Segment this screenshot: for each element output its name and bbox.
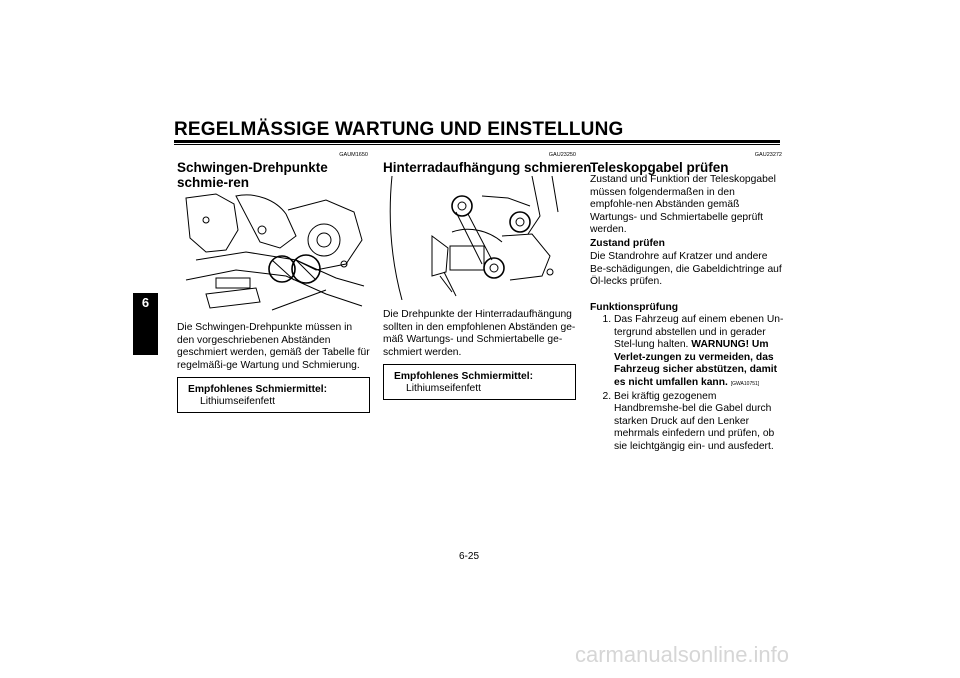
subheading-condition: Zustand prüfen (590, 238, 665, 249)
header-rule-thin (174, 144, 780, 145)
condition-text: Die Standrohre auf Kratzer und andere Be-schädigungen, die Gabeldichtringe auf Öl-lecks prüfen. (590, 251, 782, 288)
lubricant-box (177, 377, 370, 413)
section-intro: Zustand und Funktion der Teleskopgabel müssen folgendermaßen in den empfohle-nen Abständen gemäß Wartungs- und Schmiertabelle geprüft werden. (590, 174, 776, 236)
warning-code: [GWA10751] (730, 380, 760, 387)
function-steps (590, 314, 784, 454)
lubricant-label: Empfohlenes Schmiermittel: (188, 384, 328, 395)
rear-suspension-illustration (382, 176, 576, 300)
chapter-tab: 6 (133, 293, 158, 355)
swingarm-pivot-illustration (176, 190, 368, 314)
section-body: Die Schwingen-Drehpunkte müssen in den vorgeschriebenen Abständen geschmiert werden, gemäß der Tabelle für regelmäßi-ge Wartung und Schmierung. (177, 322, 370, 371)
lubricant-value: Lithiumseifenfett (200, 396, 275, 407)
warning-text: WARNUNG! Um Verlet-zungen zu vermeiden, das Fahrzeug sicher abstützen, damit es nicht umfallen kann. (614, 339, 778, 388)
step-2: 2. Bei kräftig gezogenem Handbremshe-bel die Gabel durch starken Druck auf den Lenker mehrmals einfedern und prüfen, ob sie leichtgängig ein- und ausfedert. (614, 391, 784, 454)
page-number: 6-25 (459, 551, 480, 562)
watermark: carmanualsonline.info (575, 642, 790, 667)
section-code: GAU23250 (548, 152, 576, 158)
section-body: Die Drehpunkte der Hinterradaufhängung sollten in den empfohlenen Abständen ge-mäß Wartungs- und Schmiertabelle ge-schmiert werden. (383, 309, 576, 358)
section-code: GAUM1650 (339, 152, 368, 158)
lubricant-value: Lithiumseifenfett (406, 383, 481, 394)
section-heading: Schwingen-Drehpunkte schmie-ren (177, 160, 328, 190)
section-code: GAU23272 (754, 152, 782, 158)
page-title: REGELMÄSSIGE WARTUNG UND EINSTELLUNG (174, 119, 624, 140)
subheading-function: Funktionsprüfung (590, 302, 679, 313)
section-heading: Teleskopgabel prüfen (590, 160, 729, 175)
section-heading: Hinterradaufhängung schmieren (383, 160, 592, 175)
lubricant-box (383, 364, 576, 400)
lubricant-label: Empfohlenes Schmiermittel: (394, 371, 534, 382)
step-1: 1. Das Fahrzeug auf einem ebenen Un-tergrund abstellen und in gerader Stel-lung halten. WARNUNG! Um Verlet-zungen zu vermeiden, das Fahrzeug sicher abstützen, damit es nicht umfallen kann. [GWA10751] (614, 314, 784, 391)
header-rule (174, 140, 780, 143)
